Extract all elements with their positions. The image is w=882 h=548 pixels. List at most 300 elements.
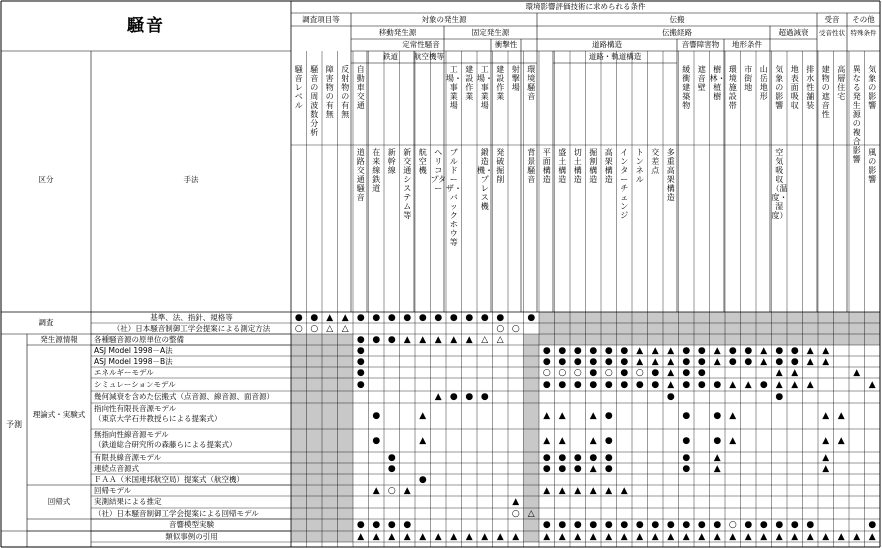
row-method-label [94,323,289,334]
col-header-bottom: インターチェンジ [620,148,629,220]
col-header-bottom [756,148,772,310]
rating-mark: ● [744,345,753,356]
col-header-top: 異なる発生源の複合影響 [852,65,861,164]
row-method-text: 基準、法、指針、規格等 [150,312,233,322]
col-header-top [648,65,664,143]
rating-mark: ● [542,520,551,530]
rating-mark: ▲ [853,531,861,542]
group-hasseigen: 対象の発生源 [421,15,467,24]
rating-mark: ▲ [388,531,396,542]
header-shuho: 手法 [183,175,199,184]
rating-mark: ▲ [543,435,551,446]
col-header-bottom [741,148,757,310]
rating-mark: ● [604,435,613,446]
rating-mark: ● [542,452,551,463]
col-header-top [570,65,586,143]
group-juonseijo: 受音性状 [819,28,845,37]
rating-mark: ● [387,334,396,345]
rating-mark: ● [635,520,644,530]
group-tokushu: 特殊条件 [850,28,877,37]
col-header-bottom: 盛土構造 [558,148,567,184]
rating-mark: ● [775,345,784,356]
rating-mark: ▲ [512,497,520,507]
rating-mark: ▲ [760,345,768,356]
rating-mark: ● [356,379,365,390]
col-header-bottom [462,148,478,310]
col-header-top: 環境騒音 [527,65,536,101]
col-header-top [539,65,555,143]
rating-mark: ▲ [667,367,675,378]
row-method-label [94,312,289,323]
group-sonota: その他 [852,15,875,24]
col-header-top [384,65,400,143]
rating-mark: ▲ [512,531,520,542]
rating-mark: ● [387,312,396,323]
row-method-label [94,403,289,429]
rating-mark: ▲ [837,411,845,421]
header-super: 環境影響評価技術に求められる条件 [525,2,646,11]
rating-mark: ● [542,356,551,367]
rating-mark: ● [589,356,598,367]
group-chosa: 調査項目等 [302,15,340,24]
rating-mark: ▲ [419,531,427,542]
rating-mark: ▲ [419,334,427,345]
rating-mark: ● [356,312,365,323]
col-header-top [617,65,633,143]
col-header-top: 建設作業 [496,65,505,101]
col-header-bottom: トンネル [635,148,644,184]
rating-mark: ▲ [450,334,458,345]
rating-mark: ● [682,367,691,378]
col-header-bottom: 新交通システム等 [403,148,412,220]
row-method-label [94,485,289,496]
row-method-label [94,496,289,508]
rating-mark: ● [604,345,613,356]
col-header-top: 工場・事業場 [477,65,493,110]
rating-mark: ▲ [837,435,845,446]
rating-mark: ● [666,520,675,530]
rating-mark: ▲ [837,531,845,542]
rating-mark: ● [620,367,629,378]
rating-mark: ● [713,379,722,390]
rating-mark: ▲ [636,345,644,356]
rating-mark: ▲ [760,531,768,542]
group-shogaibutsu: 音響障害物 [681,40,720,49]
row-method-label [94,345,289,356]
rating-mark: △ [326,323,334,334]
rating-mark: ▲ [574,485,582,496]
rating-mark: ○ [728,520,737,530]
rating-mark: ▲ [434,531,442,542]
rating-mark: ○ [387,485,396,496]
rating-mark: ▲ [651,531,659,542]
rating-mark: ▲ [806,356,814,367]
col-header-top: 山岳地形 [759,65,768,101]
rating-mark: ● [558,452,567,463]
rowgroup-yosoku: 予測 [6,420,22,429]
row-method-label [94,356,289,367]
rating-mark: ● [651,520,660,530]
rating-mark: ● [573,463,582,474]
rating-mark: ● [682,463,691,474]
col-header-top [663,65,679,143]
rating-mark: ▲ [558,531,566,542]
row-method-label [94,334,289,345]
rating-mark: ● [387,452,396,463]
col-header-bottom: 航空機 [418,148,427,175]
col-header-bottom: 交差点 [651,148,660,175]
rating-mark: ● [790,520,799,530]
rating-mark: ▲ [558,411,566,421]
row-method-text: 各種騒音源の原単位の整備 [94,334,184,344]
col-header-top: 市街地 [744,65,753,92]
rating-mark: ● [790,356,799,367]
row-method-text: 連続点音源式 [94,463,139,473]
rating-mark: ▲ [667,356,675,367]
rating-mark: ▲ [682,531,690,542]
rating-mark: ● [403,520,412,530]
rating-mark: ▲ [713,356,721,367]
row-method-text: （社）日本騒音制御工学会提案による測定方法 [112,323,271,333]
rating-mark: ▲ [419,411,427,421]
rating-mark: ▲ [729,531,737,542]
rating-mark: ● [682,520,691,530]
rating-mark: ● [573,452,582,463]
rating-mark: ● [372,334,381,345]
rating-mark: ▲ [543,485,551,496]
rating-mark: ○ [511,323,520,334]
group-doro: 道路構造 [592,40,622,49]
rating-mark: ○ [573,367,582,378]
row-method-label [94,508,289,519]
col-header-bottom [322,148,338,310]
rating-mark: ○ [511,508,520,519]
rating-mark: ● [697,356,706,367]
rating-mark: ▲ [822,411,830,421]
rating-mark: ● [372,411,381,421]
group-chikei: 地形条件 [732,40,762,49]
rating-mark: ▲ [806,531,814,542]
rating-mark: ● [682,356,691,367]
col-header-top: 射撃場 [511,65,520,92]
row-method-text: 類似事例の引用 [165,531,218,541]
group-teijo: 定常性騒音 [402,40,440,49]
row-method-label [94,367,289,378]
rating-mark: ● [651,379,660,390]
col-header-top [400,65,416,143]
col-header-bottom: 道路交通騒音 [356,148,365,202]
rating-mark: ▲ [543,411,551,421]
rating-mark: ▲ [806,345,814,356]
rating-mark: ● [434,312,443,323]
rating-mark: ● [682,345,691,356]
rating-mark: ▲ [791,367,799,378]
row-method-label [94,378,289,391]
rating-mark: ● [620,356,629,367]
col-header-top: 工場・事業場 [446,65,462,110]
rating-mark: ● [775,520,784,530]
col-header-top [586,65,602,143]
rowgroup-riron: 理論式・実験式 [32,410,86,419]
col-header-bottom: 掘割構造 [589,148,598,184]
row-method-text: 幾何減衰を含めた伝搬式（点音源、線音源、面音源） [94,392,274,401]
rating-mark: ▲ [434,334,442,345]
rating-mark: ▲ [589,463,597,474]
rating-mark: ▲ [589,485,597,496]
rating-mark: ● [496,312,505,323]
rating-mark: ▲ [589,435,597,446]
rating-mark: ● [449,392,458,402]
rating-mark: ▲ [543,531,551,542]
rating-mark: ● [589,367,598,378]
col-header-bottom: ブルドーザ・バックホウ等 [446,148,462,247]
group-keiro: 伝搬経路 [662,27,692,37]
col-header-top: 気象の影響 [868,65,877,110]
group-kokuki: 航空機等 [414,52,444,61]
rating-mark: ▲ [372,531,380,542]
rating-mark: ● [542,345,551,356]
rating-mark: ▲ [651,345,659,356]
rating-mark: ● [558,520,567,530]
row-method-label [94,391,289,403]
col-header-bottom [818,148,834,310]
rating-mark: ● [604,379,613,390]
rating-mark: ▲ [434,392,442,402]
group-ido: 移動発生源 [378,27,417,37]
rating-mark: ● [356,356,365,367]
rating-mark: ▲ [775,531,783,542]
rating-mark: ● [589,345,598,356]
rating-mark: ● [372,312,381,323]
rating-mark: ▲ [822,531,830,542]
rating-mark: ○ [635,367,644,378]
row-method-label [94,429,289,452]
rating-mark: ● [635,379,644,390]
rating-mark: ▲ [667,345,675,356]
rating-mark: ● [542,379,551,390]
rating-mark: ▲ [744,379,752,390]
rating-mark: ● [666,392,675,402]
rating-mark: ● [651,367,660,378]
row-method-label [94,463,289,474]
rating-mark: △ [341,323,349,334]
rating-mark: ▲ [698,531,706,542]
rating-mark: ▲ [806,379,814,390]
col-header-top: 環境施設帯 [728,65,737,110]
rating-mark: ● [356,367,365,378]
rating-mark: ● [558,463,567,474]
rating-mark: ● [387,520,396,530]
col-header-bottom: 新幹線 [387,148,396,175]
rating-mark: ▲ [713,452,721,463]
rating-mark: ▲ [868,379,876,390]
rating-mark: ▲ [558,435,566,446]
row-method-label [94,452,289,463]
rating-mark: ▲ [403,485,411,496]
rating-mark: ▲ [729,435,737,446]
rating-mark: ▲ [775,367,783,378]
row-method-label [94,474,289,485]
rating-mark: ▲ [822,435,830,446]
col-header-top: 気象の影響 [775,65,784,110]
rating-mark: ▲ [481,531,489,542]
rating-mark: ● [697,379,706,390]
rating-mark: ● [589,452,598,463]
col-header-bottom: 発破掘削 [496,148,505,184]
rating-mark: ● [775,392,784,402]
col-header-top: 排水性舗装 [806,65,815,110]
rating-mark: ▲ [620,485,628,496]
col-header-top [369,65,385,143]
col-header-top: 高層住宅 [837,65,846,101]
row-method-text: 音響模型実験 [169,520,214,529]
rating-mark: ● [403,312,412,323]
rating-mark: ▲ [822,463,830,474]
rating-mark: ● [713,411,722,421]
col-header-top [431,65,447,143]
group-shogeki: 衝撃性 [494,40,518,49]
group-tetsudo: 鉄道 [383,52,398,61]
row-method-text: 実測結果による推定 [94,497,162,506]
rating-mark: ▲ [419,435,427,446]
rating-mark: ▲ [822,356,830,367]
rating-mark: △ [496,334,504,345]
rating-mark: ● [713,435,722,446]
row-method-subtext: （鉄道総合研究所の森藤らによる提案式） [94,440,237,449]
rating-mark: ● [744,520,753,530]
rating-mark: ▲ [791,531,799,542]
col-header-bottom [710,148,726,310]
rating-mark: ● [573,379,582,390]
rating-mark: ● [713,520,722,530]
rating-mark: ● [697,345,706,356]
rating-mark: ▲ [496,531,504,542]
col-header-bottom [803,148,819,310]
rating-mark: ▲ [605,485,613,496]
rating-mark: ▲ [636,356,644,367]
row-method-text: 無指向性線音源モデル [94,430,169,439]
rating-mark: ○ [310,323,319,334]
rating-mark: ▲ [791,379,799,390]
rating-mark: ▲ [589,411,597,421]
col-header-bottom: 平面構造 [542,148,551,184]
rating-mark: ● [573,520,582,530]
rating-mark: ● [372,435,381,446]
rating-mark: ● [418,312,427,323]
col-header-top: 自動車交通 [356,65,365,110]
rating-mark: ▲ [868,531,876,542]
rating-mark: ● [604,463,613,474]
rating-mark: ● [449,312,458,323]
col-header-bottom [307,148,323,310]
col-header-top [555,65,571,143]
rating-mark: ▲ [760,356,768,367]
group-juon: 受音 [824,15,840,24]
rating-mark: ● [573,345,582,356]
rating-mark: ● [372,520,381,530]
col-header-top: 騒音の周波数分析 [310,65,319,137]
rating-mark: ▲ [326,312,334,323]
rating-mark: ● [356,334,365,345]
col-header-bottom [508,148,524,310]
rating-mark: ▲ [465,334,473,345]
col-header-bottom: 空気吸収（温度・湿度） [771,148,788,220]
row-method-text: エネルギーモデル [94,367,154,377]
row-method-text: シミュレーションモデル [94,379,176,389]
row-method-text: （社）日本騒音制御工学会提案による回帰モデル [94,508,259,518]
col-header-bottom [834,148,850,310]
rating-mark: ▲ [667,379,675,390]
col-header-bottom [694,148,710,310]
rating-mark: ● [542,463,551,474]
rating-mark: ▲ [372,485,380,496]
rating-mark: ● [356,345,365,356]
rating-mark: ● [744,356,753,367]
col-header-top: 樹林・植樹 [709,65,726,101]
rating-mark: ▲ [713,463,721,474]
rating-mark: ● [480,392,489,402]
row-method-text: 回帰モデル [94,485,132,495]
row-method-label [94,519,289,531]
header-kubun: 区分 [38,175,54,184]
rating-mark: ● [387,463,396,474]
col-header-top: 緩衝建築物 [682,65,691,110]
col-header-bottom [679,148,695,310]
row-method-text: ＦＡＡ（米国連邦航空局）提案式（航空機） [94,474,244,484]
col-header-top [632,65,648,143]
row-method-text: 有限長線音源モデル [94,452,162,462]
rating-mark: ● [465,312,474,323]
col-header-bottom: ヘリコプター [430,148,446,193]
rating-mark: ● [620,379,629,390]
col-header-top: 反射物の有無 [341,65,350,119]
rating-mark: ▲ [465,531,473,542]
rating-mark: ▲ [620,531,628,542]
rating-mark: ▲ [744,531,752,542]
rating-mark: ● [806,520,815,530]
rating-mark: ▲ [775,379,783,390]
rating-mark: ▲ [403,531,411,542]
rating-mark: ● [682,379,691,390]
rating-mark: ▲ [357,531,365,542]
rating-mark: ● [790,345,799,356]
rating-mark: ▲ [403,334,411,345]
rating-mark: △ [527,508,535,519]
row-method-text: 指向性有限長音源モデル [94,404,177,413]
rating-mark: ● [294,312,303,323]
rating-mark: ● [759,520,768,530]
rating-mark: ▲ [651,356,659,367]
group-chokagensui: 超過減衰 [778,27,809,37]
rating-mark: ● [604,356,613,367]
rating-mark: ▲ [341,312,349,323]
rating-mark: ● [759,379,768,390]
rating-mark: ▲ [589,531,597,542]
rating-mark: ○ [558,367,567,378]
rating-mark: ● [558,356,567,367]
rating-mark: ● [775,356,784,367]
rating-mark: ● [728,356,737,367]
rating-mark: ▲ [713,531,721,542]
col-header-bottom: 高架構造 [604,148,613,184]
rating-mark: ● [310,312,319,323]
rowgroup-chosa: 調査 [38,318,54,327]
col-header-bottom: 風の影響 [868,148,877,184]
col-header-top [415,65,431,143]
rating-mark: ▲ [558,485,566,496]
col-header-bottom: 背景騒音 [527,148,536,184]
row-method-text: ASJ Model 1998－A法 [94,345,173,355]
